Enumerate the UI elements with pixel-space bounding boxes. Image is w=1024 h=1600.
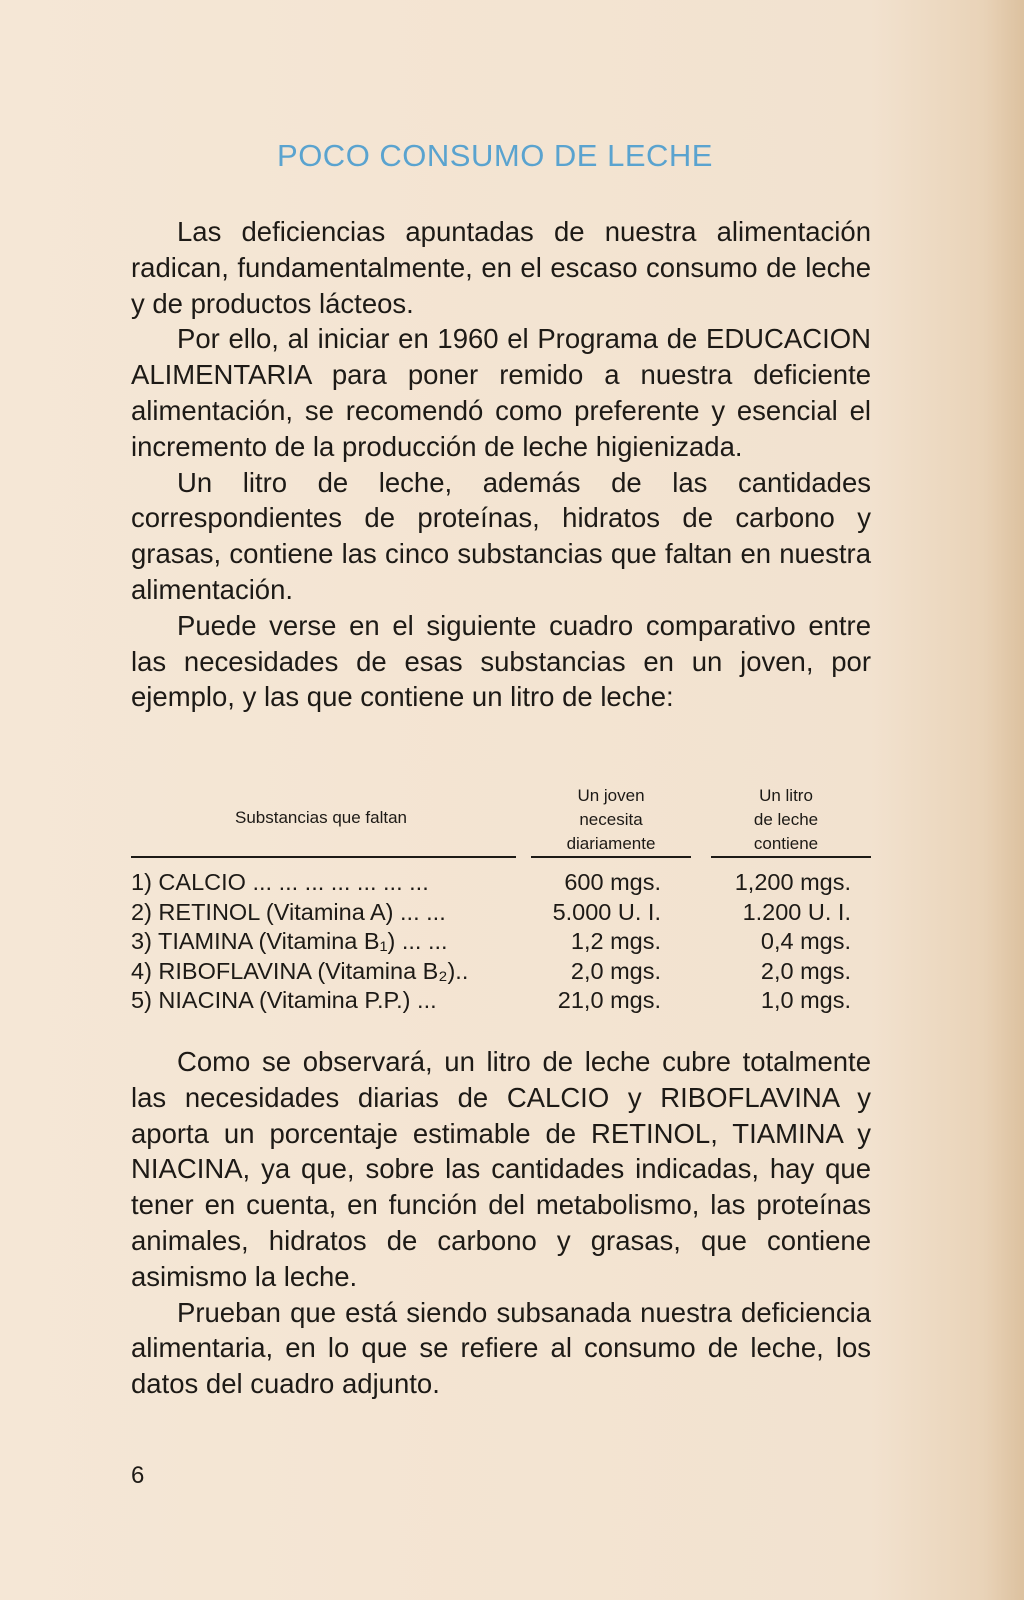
header-rule (131, 856, 516, 858)
header-rule (711, 856, 871, 858)
table-row (131, 986, 871, 1016)
paragraph: Puede verse en el siguiente cuadro comparativo entre las necesidades de esas substancias en un joven, por ejemplo, y las que contiene un litro de leche: (131, 609, 871, 713)
litro-value: 1,200 mgs. (734, 869, 851, 895)
substance-name: 3) TIAMINA (Vitamina B₁) ... ... (131, 928, 448, 954)
joven-value: 1,2 mgs. (570, 928, 661, 954)
header-joven-line: diariamente (566, 834, 656, 853)
paragraph: Por ello, al iniciar en 1960 el Programa de EDUCACION ALIMENTARIA para poner remido a nuestra deficiente alimentación, se recomendó como preferente y esencial el incremento de la producción de leche higienizada. (131, 323, 871, 462)
header-litro-line: Un litro (759, 786, 813, 805)
header-joven (521, 784, 701, 856)
paragraph: Como se observará, un litro de leche cubre totalmente las necesidades diarias de CALCIO y RIBOFLAVINA y aporta un porcentaje estimable de RETINOL, TIAMINA y NIACINA, ya que, sobre las cantidades indicadas, hay que tener en cuenta, en función del metabolismo, las proteínas animales, hidratos de carbono y grasas, que contiene asimismo la leche. (131, 1046, 871, 1292)
body-text-bottom (131, 1044, 871, 1402)
litro-value: 2,0 mgs. (760, 957, 851, 984)
joven-value: 600 mgs. (564, 869, 661, 895)
paragraph: Un litro de leche, además de las cantidades correspondientes de proteínas, hidratos de carbono y grasas, contiene las cinco substancias que faltan en nuestra alimentación. (131, 466, 871, 605)
paragraph: Prueban que está siendo subsanada nuestra deficiencia alimentaria, en lo que se refiere al consumo de leche, los datos del cuadro adjunto. (131, 1296, 871, 1400)
header-rule (531, 856, 691, 858)
litro-value: 0,4 mgs. (760, 928, 851, 954)
substance-name: 2) RETINOL (Vitamina A) ... ... (131, 898, 446, 925)
substance-name: 4) RIBOFLAVINA (Vitamina B₂).. (131, 957, 469, 984)
header-litro (701, 784, 871, 856)
substance-name: 1) CALCIO ... ... ... ... ... ... ... (131, 869, 429, 895)
joven-value: 2,0 mgs. (570, 957, 661, 984)
joven-value: 21,0 mgs. (557, 987, 661, 1013)
table-body (131, 868, 871, 1016)
header-litro-line: de leche (753, 810, 819, 829)
table-row (131, 868, 871, 898)
substance-name: 5) NIACINA (Vitamina P.P.) ... (131, 987, 437, 1013)
header-joven-line: Un joven (577, 786, 645, 805)
paragraph: Las deficiencias apuntadas de nuestra alimentación radican, fundamentalmente, en el escaso consumo de leche y de productos lácteos. (131, 216, 871, 319)
page-title: POCO CONSUMO DE LECHE (277, 138, 713, 173)
table-row (131, 957, 871, 987)
table-row (131, 927, 871, 957)
joven-value: 5.000 U. I. (552, 898, 661, 925)
header-joven-line: necesita (579, 810, 643, 829)
header-litro-line: contiene (753, 834, 819, 853)
litro-value: 1.200 U. I. (742, 898, 851, 925)
litro-value: 1,0 mgs. (760, 987, 851, 1013)
header-substancias: Substancias que faltan (234, 808, 407, 827)
page-number: 6 (131, 1462, 145, 1489)
body-text-top (131, 214, 871, 715)
table-row (131, 898, 871, 928)
